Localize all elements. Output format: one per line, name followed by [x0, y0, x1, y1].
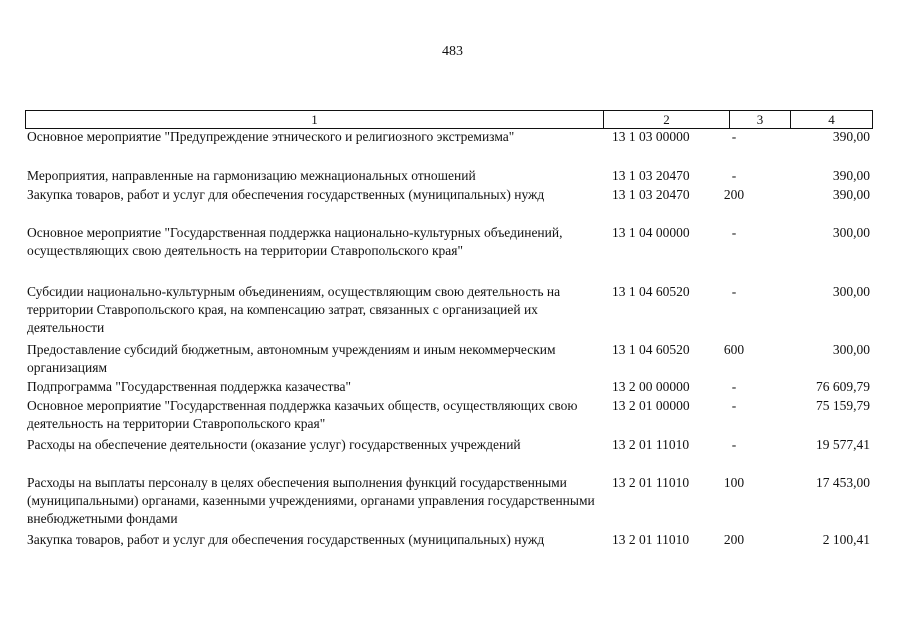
row-code: 13 1 04 60520 — [612, 342, 690, 357]
row-vr: - — [731, 225, 737, 240]
row-vr: 200 — [723, 187, 745, 202]
row-name: Основное мероприятие "Государственная поддержка национально-культурных объединений, осуществляющих свою деятельность на территории Ставропольского края" — [27, 225, 563, 258]
row-amount: 300,00 — [832, 284, 870, 299]
row-code: 13 1 04 00000 — [612, 225, 690, 240]
row-code: 13 2 00 00000 — [612, 379, 690, 394]
row-name: Субсидии национально-культурным объединениям, осуществляющим свою деятельность на территории Ставропольского края, на компенсацию затрат, связанных с организацией их деятельности — [27, 284, 561, 335]
row-vr: 200 — [723, 532, 745, 547]
row-code: 13 1 03 20470 — [612, 168, 690, 183]
row-amount: 390,00 — [832, 168, 870, 183]
header-col-2: 2 — [663, 112, 670, 127]
row-amount: 390,00 — [832, 187, 870, 202]
row-vr: 600 — [723, 342, 745, 357]
row-amount: 17 453,00 — [816, 475, 870, 490]
row-code: 13 2 01 00000 — [612, 398, 690, 413]
page-number: 483 — [442, 44, 463, 59]
row-amount: 19 577,41 — [816, 437, 870, 452]
header-col-3: 3 — [756, 112, 764, 127]
row-name: Основное мероприятие "Государственная поддержка казачьих обществ, осуществляющих свою деятельность на территории Ставропольского края" — [27, 398, 578, 431]
row-amount: 300,00 — [832, 342, 870, 357]
row-vr: - — [731, 398, 737, 413]
row-name: Закупка товаров, работ и услуг для обеспечения государственных (муниципальных) нужд — [27, 532, 545, 547]
row-name: Мероприятия, направленные на гармонизацию межнациональных отношений — [27, 168, 476, 183]
row-vr: - — [731, 129, 737, 144]
row-amount: 75 159,79 — [816, 398, 870, 413]
row-name: Расходы на выплаты персоналу в целях обеспечения выполнения функций государственными (муниципальными) органами, казенными учреждениями, органами управления государственными внебюджетными фондами — [27, 475, 595, 526]
row-code: 13 1 03 20470 — [612, 187, 690, 202]
row-code: 13 2 01 11010 — [612, 532, 690, 547]
row-vr: - — [731, 437, 737, 452]
row-name: Предоставление субсидий бюджетным, автономным учреждениям и иным некоммерческим организациям — [27, 342, 556, 375]
row-vr: 100 — [723, 475, 745, 490]
row-name: Закупка товаров, работ и услуг для обеспечения государственных (муниципальных) нужд — [27, 187, 545, 202]
row-vr: - — [731, 168, 737, 183]
row-code: 13 2 01 11010 — [612, 475, 690, 490]
header-col-4: 4 — [828, 112, 835, 127]
row-amount: 2 100,41 — [822, 532, 870, 547]
row-amount: 390,00 — [832, 129, 870, 144]
row-amount: 76 609,79 — [816, 379, 870, 394]
row-name: Подпрограмма "Государственная поддержка казачества" — [27, 379, 352, 394]
row-code: 13 2 01 11010 — [612, 437, 690, 452]
row-vr: - — [731, 379, 737, 394]
row-vr: - — [731, 284, 737, 299]
row-code: 13 1 03 00000 — [612, 129, 690, 144]
table-header — [25, 110, 873, 129]
header-col-1: 1 — [311, 112, 318, 127]
row-amount: 300,00 — [832, 225, 870, 240]
row-name: Расходы на обеспечение деятельности (оказание услуг) государственных учреждений — [27, 437, 521, 452]
row-name: Основное мероприятие "Предупреждение этнического и религиозного экстремизма" — [27, 129, 515, 144]
row-code: 13 1 04 60520 — [612, 284, 690, 299]
